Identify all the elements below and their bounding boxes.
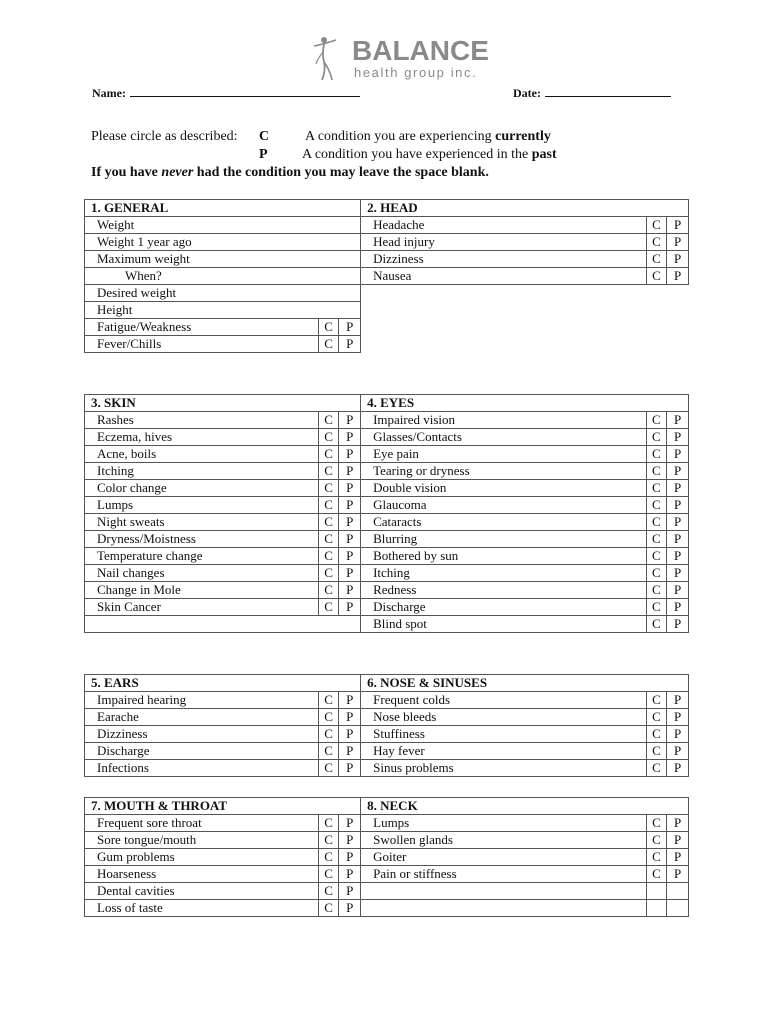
- current-mark[interactable]: C: [646, 616, 667, 633]
- head-empty-cell: [361, 319, 646, 336]
- current-mark[interactable]: C: [646, 531, 667, 548]
- head-item: Head injury: [361, 234, 646, 251]
- current-mark[interactable]: C: [318, 900, 339, 917]
- table-row: [85, 866, 689, 883]
- table-row: [85, 760, 689, 777]
- eyes-item: Cataracts: [361, 514, 646, 531]
- table-row: [85, 463, 689, 480]
- past-mark[interactable]: P: [339, 497, 361, 514]
- eyes-item: Blind spot: [361, 616, 646, 633]
- past-mark[interactable]: P: [339, 900, 361, 917]
- table-row: [85, 548, 689, 565]
- past-mark[interactable]: P: [667, 866, 689, 883]
- c-text-bold: currently: [495, 129, 551, 144]
- skin-item: Change in Mole: [85, 582, 319, 599]
- neck-item: Goiter: [361, 849, 646, 866]
- table-row: [85, 709, 689, 726]
- current-mark[interactable]: C: [318, 760, 339, 777]
- skin-item: Itching: [85, 463, 319, 480]
- ears-item: Impaired hearing: [85, 692, 319, 709]
- table-row: [85, 692, 689, 709]
- table-row: [85, 832, 689, 849]
- current-mark[interactable]: C: [646, 743, 667, 760]
- mouth-item: Hoarseness: [85, 866, 319, 883]
- table-row: [85, 599, 689, 616]
- ears-item: Discharge: [85, 743, 319, 760]
- past-mark[interactable]: P: [667, 251, 689, 268]
- current-mark[interactable]: C: [318, 548, 339, 565]
- current-mark[interactable]: C: [318, 726, 339, 743]
- table-row: [85, 565, 689, 582]
- current-mark[interactable]: C: [646, 446, 667, 463]
- nose-item: Nose bleeds: [361, 709, 646, 726]
- past-mark[interactable]: P: [339, 815, 361, 832]
- past-mark[interactable]: P: [667, 692, 689, 709]
- past-mark[interactable]: P: [339, 866, 361, 883]
- head-item: Dizziness: [361, 251, 646, 268]
- table-row: [85, 815, 689, 832]
- note-em: never: [161, 165, 194, 180]
- past-mark[interactable]: P: [667, 616, 689, 633]
- skin-section-title: 3. SKIN: [85, 395, 361, 412]
- skin-item: Nail changes: [85, 565, 319, 582]
- ears-item: Dizziness: [85, 726, 319, 743]
- empty-cell: [646, 285, 667, 302]
- past-mark[interactable]: P: [339, 849, 361, 866]
- past-mark[interactable]: P: [667, 497, 689, 514]
- empty-cell: [667, 319, 689, 336]
- past-mark[interactable]: P: [339, 599, 361, 616]
- table-row: [85, 336, 689, 353]
- general-section-title: 1. GENERAL: [85, 200, 361, 217]
- neck-empty-cell: [361, 900, 646, 917]
- p-letter: P: [259, 147, 268, 162]
- current-mark[interactable]: C: [646, 726, 667, 743]
- current-mark[interactable]: C: [318, 582, 339, 599]
- current-mark[interactable]: C: [318, 565, 339, 582]
- date-label: Date:: [513, 86, 541, 100]
- current-mark[interactable]: C: [318, 336, 339, 353]
- head-section-title: 2. HEAD: [361, 200, 689, 217]
- current-mark[interactable]: C: [646, 412, 667, 429]
- instruction-c-text: [305, 128, 551, 146]
- current-mark[interactable]: C: [646, 760, 667, 777]
- empty-cell: [646, 883, 667, 900]
- past-mark[interactable]: P: [339, 480, 361, 497]
- past-mark[interactable]: P: [339, 709, 361, 726]
- current-mark[interactable]: C: [646, 463, 667, 480]
- mouth-neck-table: [84, 797, 689, 917]
- nose-item: Sinus problems: [361, 760, 646, 777]
- mouth-section-title: 7. MOUTH & THROAT: [85, 798, 361, 815]
- date-field[interactable]: [513, 84, 671, 101]
- past-mark[interactable]: P: [667, 412, 689, 429]
- table-row: [85, 234, 689, 251]
- ears-nose-table: [84, 674, 689, 777]
- current-mark[interactable]: C: [646, 217, 667, 234]
- skin-item: Dryness/Moistness: [85, 531, 319, 548]
- eyes-item: Itching: [361, 565, 646, 582]
- mouth-item: Loss of taste: [85, 900, 319, 917]
- past-mark[interactable]: P: [339, 743, 361, 760]
- name-field[interactable]: [92, 84, 360, 101]
- skin-item: Night sweats: [85, 514, 319, 531]
- name-label: Name:: [92, 86, 126, 100]
- past-mark[interactable]: P: [667, 832, 689, 849]
- current-mark[interactable]: C: [646, 497, 667, 514]
- current-mark[interactable]: C: [318, 429, 339, 446]
- table-row: [85, 480, 689, 497]
- current-mark[interactable]: C: [318, 463, 339, 480]
- eyes-item: Bothered by sun: [361, 548, 646, 565]
- table-row: [85, 726, 689, 743]
- table-row: [85, 497, 689, 514]
- general-item: Desired weight: [85, 285, 361, 302]
- past-mark[interactable]: P: [339, 883, 361, 900]
- table-row: [85, 514, 689, 531]
- empty-cell: [646, 900, 667, 917]
- empty-cell: [667, 900, 689, 917]
- past-mark[interactable]: P: [667, 760, 689, 777]
- neck-item: Pain or stiffness: [361, 866, 646, 883]
- table-row: [85, 616, 689, 633]
- past-mark[interactable]: P: [667, 480, 689, 497]
- current-mark[interactable]: C: [646, 815, 667, 832]
- past-mark[interactable]: P: [339, 412, 361, 429]
- skin-eyes-table: [84, 394, 689, 633]
- head-empty-cell: [361, 285, 646, 302]
- past-mark[interactable]: P: [667, 514, 689, 531]
- table-row: [85, 531, 689, 548]
- current-mark[interactable]: C: [318, 446, 339, 463]
- current-mark[interactable]: C: [318, 692, 339, 709]
- empty-cell: [646, 336, 667, 353]
- past-mark[interactable]: P: [339, 531, 361, 548]
- current-mark[interactable]: C: [646, 866, 667, 883]
- instruction-p-text: [302, 146, 557, 164]
- empty-cell: [667, 336, 689, 353]
- current-mark[interactable]: C: [646, 234, 667, 251]
- current-mark[interactable]: C: [646, 514, 667, 531]
- neck-empty-cell: [361, 883, 646, 900]
- current-mark[interactable]: C: [318, 480, 339, 497]
- table-row: [85, 302, 689, 319]
- past-mark[interactable]: P: [339, 565, 361, 582]
- table-row: [85, 582, 689, 599]
- skin-item: Color change: [85, 480, 319, 497]
- current-mark[interactable]: C: [646, 251, 667, 268]
- table-row: [85, 217, 689, 234]
- head-empty-cell: [361, 336, 646, 353]
- eyes-item: Blurring: [361, 531, 646, 548]
- mouth-item: Gum problems: [85, 849, 319, 866]
- past-mark[interactable]: P: [339, 429, 361, 446]
- c-letter: C: [259, 129, 270, 144]
- head-item: Nausea: [361, 268, 646, 285]
- empty-cell: [646, 302, 667, 319]
- instruction-prefix: Please circle as described:: [91, 129, 238, 144]
- general-item: When?: [85, 268, 361, 285]
- current-mark[interactable]: C: [646, 599, 667, 616]
- instruction-c: [259, 128, 269, 146]
- logo-title: BALANCE: [352, 35, 489, 66]
- table-row: [85, 446, 689, 463]
- note-post: had the condition you may leave the space blank.: [196, 165, 489, 180]
- table-row: [85, 883, 689, 900]
- empty-cell: [667, 285, 689, 302]
- neck-section-title: 8. NECK: [361, 798, 689, 815]
- past-mark[interactable]: P: [339, 692, 361, 709]
- table-row: [85, 849, 689, 866]
- nose-item: Frequent colds: [361, 692, 646, 709]
- empty-cell: [646, 319, 667, 336]
- past-mark[interactable]: P: [339, 548, 361, 565]
- skin-item: Rashes: [85, 412, 319, 429]
- past-mark[interactable]: P: [667, 599, 689, 616]
- table-row: [85, 285, 689, 302]
- dancer-figure-icon: [310, 34, 350, 84]
- name-blank[interactable]: [130, 84, 360, 97]
- current-mark[interactable]: C: [318, 514, 339, 531]
- instruction-note: [91, 164, 489, 182]
- past-mark[interactable]: P: [667, 268, 689, 285]
- past-mark[interactable]: P: [667, 815, 689, 832]
- head-item: Headache: [361, 217, 646, 234]
- past-mark[interactable]: P: [667, 217, 689, 234]
- p-text: A condition you have experienced in the: [302, 147, 529, 162]
- current-mark[interactable]: C: [318, 883, 339, 900]
- mouth-item: Dental cavities: [85, 883, 319, 900]
- current-mark[interactable]: C: [318, 743, 339, 760]
- neck-item: Swollen glands: [361, 832, 646, 849]
- current-mark[interactable]: C: [646, 582, 667, 599]
- eyes-item: Discharge: [361, 599, 646, 616]
- current-mark[interactable]: C: [646, 832, 667, 849]
- instruction-p: [259, 146, 268, 164]
- past-mark[interactable]: P: [339, 760, 361, 777]
- table-row: [85, 251, 689, 268]
- general-item: Fatigue/Weakness: [85, 319, 319, 336]
- skin-item: Lumps: [85, 497, 319, 514]
- current-mark[interactable]: C: [318, 531, 339, 548]
- ears-item: Infections: [85, 760, 319, 777]
- skin-item: Temperature change: [85, 548, 319, 565]
- general-item: Weight 1 year ago: [85, 234, 361, 251]
- current-mark[interactable]: C: [646, 565, 667, 582]
- empty-cell: [667, 883, 689, 900]
- logo-subtitle: health group inc.: [354, 65, 478, 80]
- past-mark[interactable]: P: [339, 582, 361, 599]
- eyes-item: Double vision: [361, 480, 646, 497]
- skin-item: Skin Cancer: [85, 599, 319, 616]
- past-mark[interactable]: P: [339, 726, 361, 743]
- head-empty-cell: [361, 302, 646, 319]
- table-row: [85, 429, 689, 446]
- past-mark[interactable]: P: [339, 832, 361, 849]
- eyes-item: Impaired vision: [361, 412, 646, 429]
- current-mark[interactable]: C: [318, 849, 339, 866]
- skin-item: Acne, boils: [85, 446, 319, 463]
- past-mark[interactable]: P: [667, 582, 689, 599]
- skin-item: Eczema, hives: [85, 429, 319, 446]
- past-mark[interactable]: P: [667, 565, 689, 582]
- skin-empty-cell: [85, 616, 361, 633]
- past-mark[interactable]: P: [339, 319, 361, 336]
- eyes-item: Redness: [361, 582, 646, 599]
- past-mark[interactable]: P: [667, 446, 689, 463]
- table-row: [85, 268, 689, 285]
- date-blank[interactable]: [545, 84, 671, 97]
- current-mark[interactable]: C: [318, 832, 339, 849]
- eyes-item: Tearing or dryness: [361, 463, 646, 480]
- current-mark[interactable]: C: [318, 709, 339, 726]
- note-pre: If you have: [91, 165, 158, 180]
- ears-section-title: 5. EARS: [85, 675, 361, 692]
- past-mark[interactable]: P: [339, 463, 361, 480]
- eyes-item: Eye pain: [361, 446, 646, 463]
- current-mark[interactable]: C: [318, 599, 339, 616]
- table-row: [85, 412, 689, 429]
- nose-section-title: 6. NOSE & SINUSES: [361, 675, 689, 692]
- ears-item: Earache: [85, 709, 319, 726]
- empty-cell: [667, 302, 689, 319]
- current-mark[interactable]: C: [646, 429, 667, 446]
- balance-logo: [310, 34, 489, 84]
- general-item: Height: [85, 302, 361, 319]
- past-mark[interactable]: P: [339, 514, 361, 531]
- past-mark[interactable]: P: [667, 709, 689, 726]
- current-mark[interactable]: C: [318, 412, 339, 429]
- eyes-item: Glasses/Contacts: [361, 429, 646, 446]
- general-item: Weight: [85, 217, 361, 234]
- nose-item: Hay fever: [361, 743, 646, 760]
- past-mark[interactable]: P: [339, 336, 361, 353]
- past-mark[interactable]: P: [667, 429, 689, 446]
- past-mark[interactable]: P: [667, 548, 689, 565]
- general-head-table: [84, 199, 689, 353]
- p-text-bold: past: [531, 147, 557, 162]
- current-mark[interactable]: C: [646, 849, 667, 866]
- eyes-section-title: 4. EYES: [361, 395, 689, 412]
- past-mark[interactable]: P: [667, 531, 689, 548]
- current-mark[interactable]: C: [318, 497, 339, 514]
- past-mark[interactable]: P: [339, 446, 361, 463]
- instruction-line-c: [91, 128, 238, 146]
- general-item: Maximum weight: [85, 251, 361, 268]
- neck-item: Lumps: [361, 815, 646, 832]
- eyes-item: Glaucoma: [361, 497, 646, 514]
- past-mark[interactable]: P: [667, 849, 689, 866]
- nose-item: Stuffiness: [361, 726, 646, 743]
- current-mark[interactable]: C: [318, 319, 339, 336]
- current-mark[interactable]: C: [646, 268, 667, 285]
- table-row: [85, 319, 689, 336]
- current-mark[interactable]: C: [318, 815, 339, 832]
- current-mark[interactable]: C: [646, 548, 667, 565]
- mouth-item: Frequent sore throat: [85, 815, 319, 832]
- mouth-item: Sore tongue/mouth: [85, 832, 319, 849]
- table-row: [85, 743, 689, 760]
- past-mark[interactable]: P: [667, 463, 689, 480]
- c-text: A condition you are experiencing: [305, 129, 492, 144]
- current-mark[interactable]: C: [646, 480, 667, 497]
- current-mark[interactable]: C: [646, 709, 667, 726]
- table-row: [85, 900, 689, 917]
- general-item: Fever/Chills: [85, 336, 319, 353]
- past-mark[interactable]: P: [667, 743, 689, 760]
- current-mark[interactable]: C: [318, 866, 339, 883]
- past-mark[interactable]: P: [667, 726, 689, 743]
- past-mark[interactable]: P: [667, 234, 689, 251]
- current-mark[interactable]: C: [646, 692, 667, 709]
